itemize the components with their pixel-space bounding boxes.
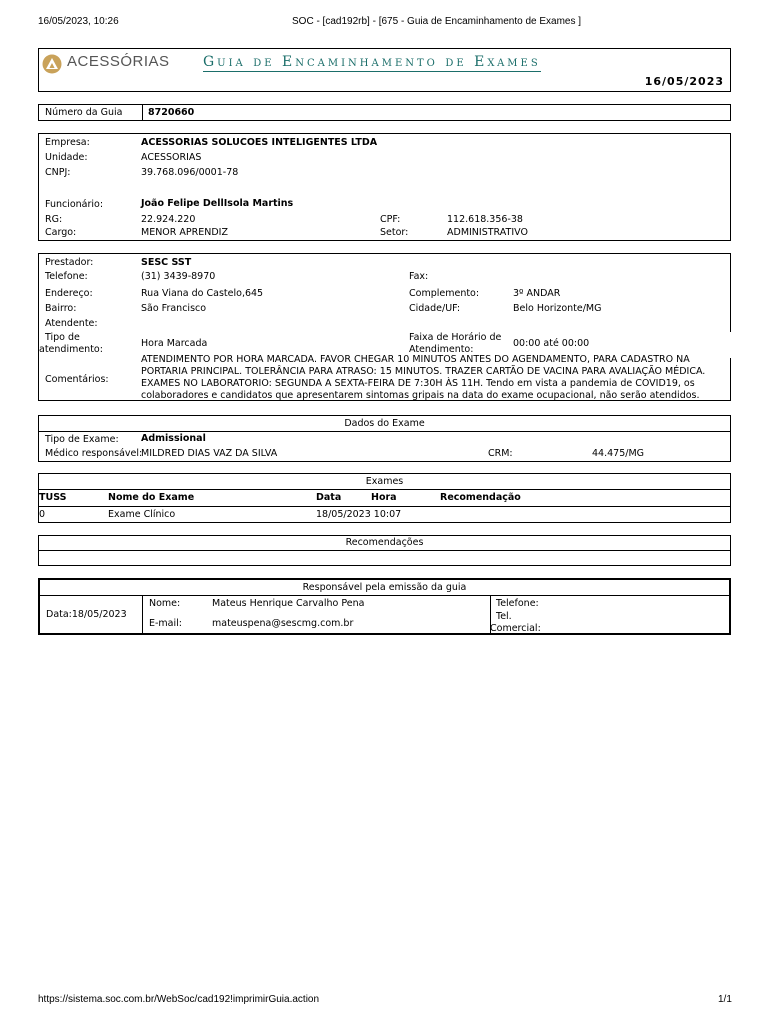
crm-label: CRM:	[488, 448, 513, 459]
endereco-label: Endereço:	[45, 288, 93, 299]
prestador-value: SESC SST	[141, 257, 192, 268]
responsavel-nome-value: Mateus Henrique Carvalho Pena	[212, 598, 365, 609]
tipo-atendimento-label-2: atendimento:	[39, 344, 103, 355]
exames-header: Exames	[365, 476, 404, 487]
recomendacoes-header: Recomendações	[345, 537, 424, 548]
row-tuss: 0	[39, 509, 46, 520]
tipo-exame-value: Admissional	[141, 433, 206, 444]
complemento-value: 3º ANDAR	[513, 288, 561, 299]
medico-label: Médico responsável:	[45, 448, 143, 459]
prestador-box	[38, 253, 731, 401]
funcionario-label: Funcionário:	[45, 199, 104, 210]
unidade-value: ACESSORIAS	[141, 152, 202, 163]
faixa-label-1: Faixa de Horário de	[409, 332, 502, 343]
responsavel-header: Responsável pela emissão da guia	[302, 582, 467, 593]
responsavel-nome-label: Nome:	[149, 598, 181, 609]
dados-exame-header: Dados do Exame	[344, 418, 425, 429]
telefone-label: Telefone:	[45, 271, 88, 282]
col-recomendacao: Recomendação	[440, 492, 521, 503]
rg-label: RG:	[45, 214, 63, 225]
cidade-label: Cidade/UF:	[409, 303, 461, 314]
row-nome: Exame Clínico	[108, 509, 176, 520]
print-url: https://sistema.soc.com.br/WebSoc/cad192!imprimirGuia.action	[38, 994, 320, 1005]
crm-value: 44.475/MG	[592, 448, 644, 459]
complemento-label: Complemento:	[409, 288, 480, 299]
exames-box	[38, 473, 731, 523]
document-title: Guia de Encaminhamento de Exames	[203, 54, 541, 70]
header-date: 16/05/2023	[644, 75, 724, 88]
comentarios-value: ATENDIMENTO POR HORA MARCADA. FAVOR CHEGAR 10 MINUTOS ANTES DO AGENDAMENTO, PARA CADASTRO NA PORTARIA PRINCIPAL. TOLERÂNCIA PARA ATRASO: 15 MINUTOS. TRAZER CARTÃO DE VACINA PARA AVALIAÇÃO MÉDICA. EXAMES NO LABORATORIO: SEGUNDA A SEXTA-FEIRA DE 7:30H ÀS 11H. Tendo em vista a pandemia de COVID19, os colaboradores e candidatos que apresentarem sintomas gripais na data do exame ocupacional, não serão atendidos.	[141, 354, 706, 401]
col-tuss: TUSS	[39, 492, 67, 503]
empresa-label: Empresa:	[45, 137, 90, 148]
logo-text: ACESSÓRIAS	[67, 53, 170, 70]
unidade-label: Unidade:	[45, 152, 88, 163]
empresa-value: ACESSORIAS SOLUCOES INTELIGENTES LTDA	[141, 137, 378, 148]
tipo-atendimento-label-1: Tipo de	[45, 332, 80, 343]
cidade-value: Belo Horizonte/MG	[513, 303, 602, 314]
cpf-label: CPF:	[380, 214, 401, 225]
tipo-atendimento-value: Hora Marcada	[141, 338, 208, 349]
responsavel-box	[38, 578, 731, 635]
cpf-value: 112.618.356-38	[447, 214, 523, 225]
tipo-exame-label: Tipo de Exame:	[45, 434, 119, 445]
row-datahora: 18/05/2023 10:07	[316, 509, 402, 520]
responsavel-data: Data:18/05/2023	[46, 609, 127, 620]
prestador-label: Prestador:	[45, 257, 94, 268]
print-page: 1/1	[718, 994, 732, 1005]
rg-value: 22.924.220	[141, 214, 196, 225]
col-nome: Nome do Exame	[108, 492, 195, 503]
print-datetime: 16/05/2023, 10:26	[38, 16, 119, 27]
telefone-value: (31) 3439-8970	[141, 271, 216, 282]
cargo-label: Cargo:	[45, 227, 77, 238]
responsavel-tel-label-2: Comercial:	[490, 623, 541, 634]
guia-label: Número da Guia	[45, 107, 123, 118]
empresa-box	[38, 133, 731, 241]
guia-box	[38, 104, 731, 121]
comentarios-label: Comentários:	[45, 374, 109, 385]
cargo-value: MENOR APRENDIZ	[141, 227, 228, 238]
logo-icon	[42, 54, 62, 74]
dados-exame-box	[38, 415, 731, 462]
responsavel-telefone-label: Telefone:	[496, 598, 539, 609]
endereco-value: Rua Viana do Castelo,645	[141, 288, 264, 299]
funcionario-value: João Felipe DellIsola Martins	[141, 198, 294, 209]
responsavel-email-label: E-mail:	[149, 618, 182, 629]
col-data: Data	[316, 492, 342, 503]
setor-value: ADMINISTRATIVO	[447, 227, 528, 238]
print-title: SOC - [cad192rb] - [675 - Guia de Encaminhamento de Exames ]	[292, 16, 582, 27]
cnpj-value: 39.768.096/0001-78	[141, 167, 239, 178]
col-hora: Hora	[371, 492, 397, 503]
atendente-label: Atendente:	[45, 318, 98, 329]
recomendacoes-box	[38, 535, 731, 566]
setor-label: Setor:	[380, 227, 409, 238]
cnpj-label: CNPJ:	[45, 167, 71, 178]
fax-label: Fax:	[409, 271, 429, 282]
responsavel-email-value: mateuspena@sescmg.com.br	[212, 618, 354, 629]
bairro-value: São Francisco	[141, 303, 207, 314]
guia-number: 8720660	[148, 107, 195, 118]
responsavel-tel-label-1: Tel.	[496, 611, 512, 622]
faixa-label-2: Atendimento:	[409, 344, 474, 355]
bairro-label: Bairro:	[45, 303, 77, 314]
medico-value: MILDRED DIAS VAZ DA SILVA	[141, 448, 278, 459]
faixa-value: 00:00 até 00:00	[513, 338, 590, 349]
